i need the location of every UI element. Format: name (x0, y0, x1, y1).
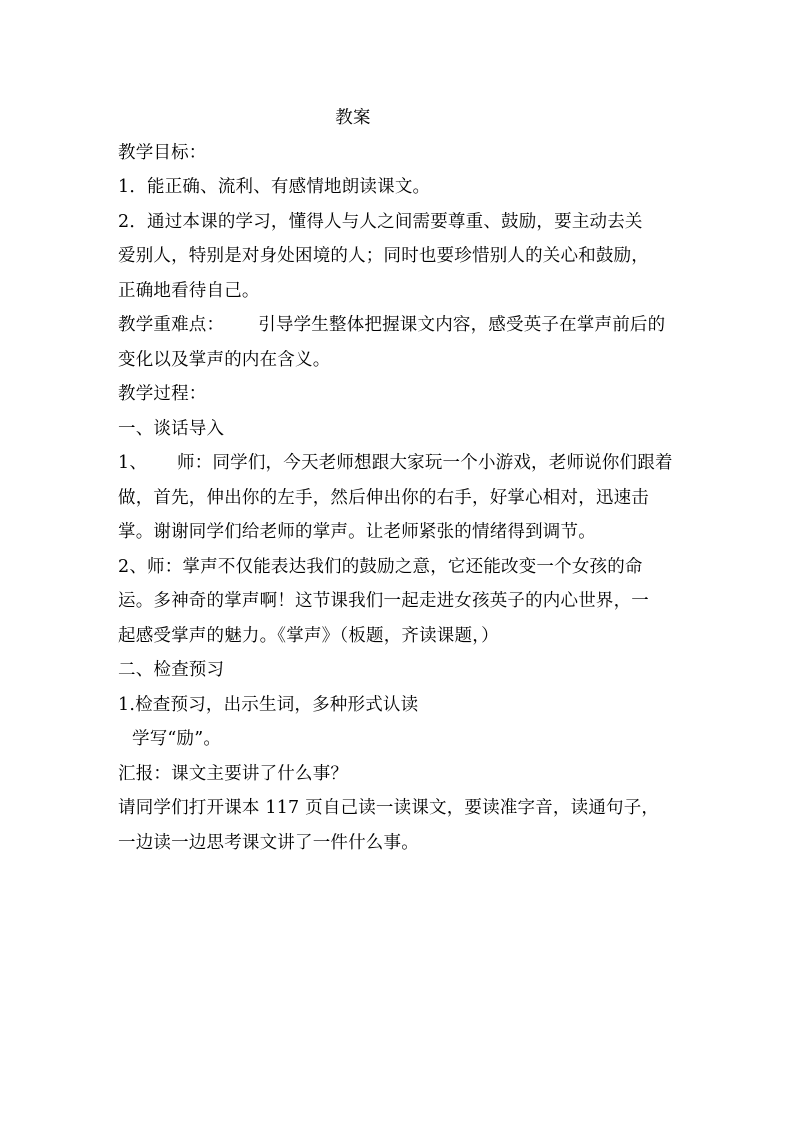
step-2-line-1: 2、师：掌声不仅能表达我们的鼓励之意，它还能改变一个女孩的命 (118, 556, 643, 577)
report-question: 汇报：课文主要讲了什么事？ (118, 763, 349, 784)
objective-item-1: 1．能正确、流利、有感情地朗读课文。 (118, 177, 431, 197)
part-heading-intro: 一、谈话导入 (118, 418, 225, 439)
key-points-text: 引导学生整体把握课文内容，感受英子在掌声前后的 (258, 315, 666, 335)
step-1-number: 1、 (118, 453, 148, 473)
preview-step-1: 1.检查预习，出示生词，多种形式认读 (118, 694, 419, 715)
instruction-line-1: 请同学们打开课本 117 页自己读一读课文，要读准字音，读通句子， (118, 798, 660, 818)
preview-step-write: 学写“励”。 (132, 729, 222, 749)
section-heading-objectives: 教学目标： (118, 142, 207, 163)
objective-item-2-line-1: 2．通过本课的学习，懂得人与人之间需要尊重、鼓励，要主动去关 (118, 211, 643, 232)
key-points-label: 教学重难点： (118, 315, 225, 335)
document-title: 教案 (335, 108, 371, 128)
document-body (118, 101, 688, 860)
objective-item-2-line-2: 爱别人，特别是对身处困境的人；同时也要珍惜别人的关心和鼓励， (118, 246, 649, 266)
objective-item-2-line-3: 正确地看待自己。 (118, 280, 260, 301)
step-1-text: 师：同学们，今天老师想跟大家玩一个小游戏，老师说你们跟着 (177, 453, 673, 473)
step-1-line-1 (118, 446, 688, 481)
step-2-line-2: 运。多神奇的掌声啊！这节课我们一起走进女孩英子的内心世界，一 (118, 591, 649, 611)
key-points-line-2: 变化以及掌声的内在含义。 (118, 349, 331, 370)
step-1-line-3: 掌。谢谢同学们给老师的掌声。让老师紧张的情绪得到调节。 (118, 522, 596, 542)
part-heading-preview: 二、检查预习 (118, 660, 225, 680)
key-points-line-1 (118, 308, 688, 343)
step-1-line-2: 做，首先，伸出你的左手，然后伸出你的右手，好掌心相对，迅速击 (118, 487, 649, 508)
section-heading-process: 教学过程： (118, 384, 207, 404)
instruction-line-2: 一边读一边思考课文讲了一件什么事。 (118, 832, 419, 853)
step-2-line-3: 起感受掌声的魅力。《掌声》（板题，齐读课题，） (118, 625, 499, 646)
